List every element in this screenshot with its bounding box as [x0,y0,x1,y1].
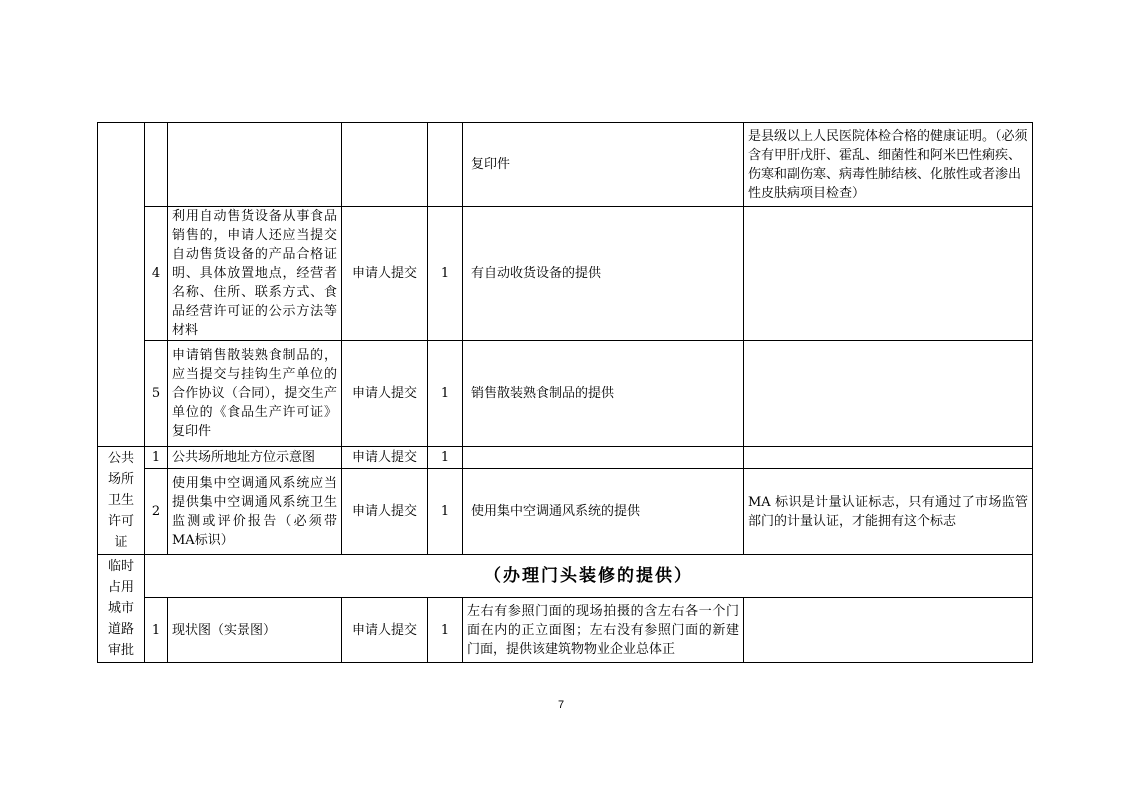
row-number-cell: 1 [145,598,168,663]
count-cell: 1 [428,447,463,469]
note-cell [744,341,1033,447]
count-cell: 1 [428,469,463,555]
condition-cell: 左右有参照门面的现场拍摄的含左右各一个门面在内的正立面图；左右没有参照门面的新建门面，提供该建筑物物业企业总体正 [463,598,744,663]
note-cell [744,447,1033,469]
note-cell: 是县级以上人民医院体检合格的健康证明。（必须含有甲肝戊肝、霍乱、细菌性和阿米巴性痢疾、伤寒和副伤寒、病毒性肺结核、化脓性或者渗出性皮肤病项目检查） [744,123,1033,207]
table-row [98,341,1033,447]
requirements-table [97,122,1033,663]
material-cell: 申请销售散装熟食制品的，应当提交与挂钩生产单位的合作协议（合同），提交生产单位的《食品生产许可证》复印件 [168,341,342,447]
condition-cell: 销售散装熟食制品的提供 [463,341,744,447]
material-cell [168,123,342,207]
table-row [98,598,1033,663]
note-cell [744,598,1033,663]
category-cell-road-occupation: 临时占用城市道路审批 [98,555,145,663]
submitter-cell [342,123,428,207]
row-number-cell: 5 [145,341,168,447]
note-cell [744,207,1033,341]
section-banner: （办理门头装修的提供） [145,555,1033,598]
category-cell-public-health: 公共场所卫生许可证 [98,447,145,555]
submitter-cell: 申请人提交 [342,207,428,341]
table-row [98,555,1033,598]
table-row [98,123,1033,207]
count-cell: 1 [428,598,463,663]
row-number-cell: 4 [145,207,168,341]
condition-cell: 复印件 [463,123,744,207]
row-number-cell [145,123,168,207]
page-number: 7 [557,699,565,711]
submitter-cell: 申请人提交 [342,341,428,447]
table-row [98,447,1033,469]
material-cell: 利用自动售货设备从事食品销售的，申请人还应当提交自动售货设备的产品合格证明、具体放置地点，经营者名称、住所、联系方式、食品经营许可证的公示方法等材料 [168,207,342,341]
submitter-cell: 申请人提交 [342,469,428,555]
count-cell [428,123,463,207]
row-number-cell: 2 [145,469,168,555]
row-number-cell: 1 [145,447,168,469]
material-cell: 现状图（实景图） [168,598,342,663]
table-row [98,207,1033,341]
category-cell-continued [98,123,145,447]
condition-cell: 有自动收货设备的提供 [463,207,744,341]
material-cell: 使用集中空调通风系统应当提供集中空调通风系统卫生监测或评价报告（必须带MA标识） [168,469,342,555]
table-row [98,469,1033,555]
condition-cell: 使用集中空调通风系统的提供 [463,469,744,555]
count-cell: 1 [428,341,463,447]
condition-cell [463,447,744,469]
note-cell: MA 标识是计量认证标志，只有通过了市场监管部门的计量认证，才能拥有这个标志 [744,469,1033,555]
count-cell: 1 [428,207,463,341]
submitter-cell: 申请人提交 [342,598,428,663]
submitter-cell: 申请人提交 [342,447,428,469]
material-cell: 公共场所地址方位示意图 [168,447,342,469]
